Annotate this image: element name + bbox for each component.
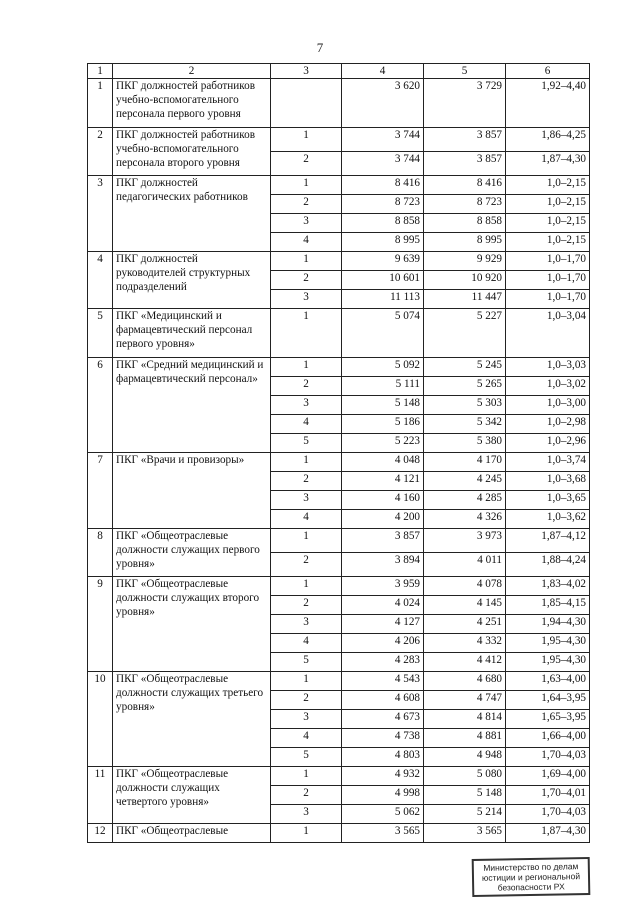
value-col5-cell: 5 265 [424,377,506,396]
stamp-line: юстиции и региональной [481,871,581,883]
value-col4-cell: 4 206 [342,634,424,653]
value-col5-cell: 4 170 [424,453,506,472]
group-number-cell: 11 [88,767,113,824]
qualification-level-cell: 4 [271,510,342,529]
value-col5-cell: 4 680 [424,672,506,691]
value-col5-cell: 4 326 [424,510,506,529]
value-col4-cell: 3 744 [342,152,424,176]
qualification-level-cell: 2 [271,553,342,577]
group-description-cell: ПКГ должностей работников учебно-вспомогательного персонала второго уровня [113,128,271,176]
coefficient-range-cell: 1,0–2,15 [506,233,590,252]
value-col5-cell: 9 929 [424,252,506,271]
group-number-cell: 7 [88,453,113,529]
table-row [88,309,590,358]
value-col4-cell: 5 223 [342,434,424,453]
coefficient-range-cell: 1,92–4,40 [506,79,590,128]
group-number-cell: 4 [88,252,113,309]
group-number-cell: 3 [88,176,113,252]
table-row [88,672,590,691]
column-header: 6 [506,64,590,79]
coefficient-range-cell: 1,70–4,01 [506,786,590,805]
qualification-level-cell: 5 [271,653,342,672]
value-col5-cell: 8 858 [424,214,506,233]
group-number-cell: 2 [88,128,113,176]
qualification-level-cell: 1 [271,309,342,358]
value-col5-cell: 5 080 [424,767,506,786]
qualification-level-cell: 1 [271,767,342,786]
table-row [88,79,590,128]
column-header: 1 [88,64,113,79]
value-col4-cell: 4 543 [342,672,424,691]
qualification-level-cell: 4 [271,415,342,434]
coefficient-range-cell: 1,87–4,12 [506,529,590,553]
group-number-cell: 9 [88,577,113,672]
coefficient-range-cell: 1,0–3,74 [506,453,590,472]
value-col5-cell: 5 214 [424,805,506,824]
coefficient-range-cell: 1,83–4,02 [506,577,590,596]
value-col4-cell: 3 565 [342,824,424,843]
group-description-cell: ПКГ должностей работников учебно-вспомогательного персонала первого уровня [113,79,271,128]
group-description-cell: ПКГ «Общеотраслевые должности служащих третьего уровня» [113,672,271,767]
qualification-level-cell: 3 [271,214,342,233]
value-col5-cell: 5 303 [424,396,506,415]
group-description-cell: ПКГ должностей педагогических работников [113,176,271,252]
value-col5-cell: 4 332 [424,634,506,653]
value-col4-cell: 4 998 [342,786,424,805]
qualification-level-cell: 3 [271,290,342,309]
value-col4-cell: 4 024 [342,596,424,615]
value-col4-cell: 4 608 [342,691,424,710]
qualification-level-cell: 4 [271,634,342,653]
group-description-cell: ПКГ «Общеотраслевые должности служащих первого уровня» [113,529,271,577]
table-row [88,128,590,152]
qualification-level-cell [271,79,342,128]
value-col5-cell: 3 857 [424,128,506,152]
group-number-cell: 8 [88,529,113,577]
coefficient-range-cell: 1,95–4,30 [506,634,590,653]
coefficient-range-cell: 1,70–4,03 [506,805,590,824]
coefficient-range-cell: 1,65–3,95 [506,710,590,729]
coefficient-range-cell: 1,95–4,30 [506,653,590,672]
value-col4-cell: 8 995 [342,233,424,252]
qualification-level-cell: 4 [271,233,342,252]
stamp-line: безопасности РХ [497,881,565,893]
coefficient-range-cell: 1,0–1,70 [506,271,590,290]
qualification-level-cell: 3 [271,710,342,729]
qualification-level-cell: 2 [271,271,342,290]
stamp-line: Министерство по делам [483,861,579,873]
value-col5-cell: 5 148 [424,786,506,805]
value-col4-cell: 4 160 [342,491,424,510]
coefficient-range-cell: 1,63–4,00 [506,672,590,691]
qualification-level-cell: 1 [271,128,342,152]
coefficient-range-cell: 1,0–3,02 [506,377,590,396]
coefficient-range-cell: 1,87–4,30 [506,152,590,176]
group-description-cell: ПКГ «Общеотраслевые должности служащих второго уровня» [113,577,271,672]
value-col4-cell: 4 121 [342,472,424,491]
coefficient-range-cell: 1,64–3,95 [506,691,590,710]
group-description-cell: ПКГ «Общеотраслевые [113,824,271,843]
value-col4-cell: 4 673 [342,710,424,729]
table-row [88,453,590,472]
group-number-cell: 10 [88,672,113,767]
value-col4-cell: 4 048 [342,453,424,472]
value-col5-cell: 3 857 [424,152,506,176]
value-col5-cell: 4 881 [424,729,506,748]
value-col5-cell: 4 814 [424,710,506,729]
group-description-cell: ПКГ «Общеотраслевые должности служащих четвертого уровня» [113,767,271,824]
value-col4-cell: 5 092 [342,358,424,377]
value-col5-cell: 10 920 [424,271,506,290]
table-row [88,358,590,377]
value-col5-cell: 4 145 [424,596,506,615]
value-col5-cell: 11 447 [424,290,506,309]
group-number-cell: 5 [88,309,113,358]
group-description-cell: ПКГ должностей руководителей структурных подразделений [113,252,271,309]
coefficient-range-cell: 1,0–2,96 [506,434,590,453]
coefficient-range-cell: 1,0–2,15 [506,176,590,195]
salary-groups-table [87,63,590,843]
group-description-cell: ПКГ «Средний медицинский и фармацевтический персонал» [113,358,271,453]
value-col4-cell: 5 062 [342,805,424,824]
value-col5-cell: 3 729 [424,79,506,128]
table-header-row [88,64,590,79]
coefficient-range-cell: 1,0–1,70 [506,252,590,271]
coefficient-range-cell: 1,0–3,04 [506,309,590,358]
value-col5-cell: 8 723 [424,195,506,214]
value-col5-cell: 4 011 [424,553,506,577]
value-col4-cell: 3 959 [342,577,424,596]
coefficient-range-cell: 1,0–2,15 [506,214,590,233]
qualification-level-cell: 1 [271,252,342,271]
value-col5-cell: 8 416 [424,176,506,195]
value-col5-cell: 4 412 [424,653,506,672]
coefficient-range-cell: 1,0–3,00 [506,396,590,415]
qualification-level-cell: 1 [271,358,342,377]
table-row [88,577,590,596]
qualification-level-cell: 2 [271,377,342,396]
value-col4-cell: 4 200 [342,510,424,529]
value-col4-cell: 4 127 [342,615,424,634]
value-col4-cell: 11 113 [342,290,424,309]
group-number-cell: 1 [88,79,113,128]
value-col4-cell: 8 858 [342,214,424,233]
qualification-level-cell: 3 [271,805,342,824]
value-col4-cell: 5 186 [342,415,424,434]
qualification-level-cell: 1 [271,176,342,195]
value-col5-cell: 4 747 [424,691,506,710]
qualification-level-cell: 2 [271,596,342,615]
value-col5-cell: 4 251 [424,615,506,634]
table-row [88,252,590,271]
coefficient-range-cell: 1,0–3,65 [506,491,590,510]
value-col4-cell: 3 620 [342,79,424,128]
qualification-level-cell: 2 [271,786,342,805]
value-col5-cell: 5 245 [424,358,506,377]
qualification-level-cell: 3 [271,615,342,634]
qualification-level-cell: 1 [271,453,342,472]
qualification-level-cell: 2 [271,691,342,710]
qualification-level-cell: 1 [271,577,342,596]
qualification-level-cell: 1 [271,672,342,691]
coefficient-range-cell: 1,0–3,03 [506,358,590,377]
value-col4-cell: 4 803 [342,748,424,767]
qualification-level-cell: 2 [271,152,342,176]
coefficient-range-cell: 1,85–4,15 [506,596,590,615]
coefficient-range-cell: 1,94–4,30 [506,615,590,634]
column-header: 2 [113,64,271,79]
column-header: 4 [342,64,424,79]
table-row [88,767,590,786]
value-col5-cell: 5 342 [424,415,506,434]
value-col5-cell: 4 078 [424,577,506,596]
value-col4-cell: 3 894 [342,553,424,577]
group-description-cell: ПКГ «Медицинский и фармацевтический персонал первого уровня» [113,309,271,358]
group-number-cell: 12 [88,824,113,843]
ministry-stamp [472,857,591,897]
coefficient-range-cell: 1,86–4,25 [506,128,590,152]
coefficient-range-cell: 1,0–3,62 [506,510,590,529]
page-number: 7 [316,40,324,55]
table-row [88,529,590,553]
value-col4-cell: 5 148 [342,396,424,415]
value-col4-cell: 3 857 [342,529,424,553]
value-col5-cell: 4 948 [424,748,506,767]
coefficient-range-cell: 1,0–2,98 [506,415,590,434]
value-col5-cell: 5 380 [424,434,506,453]
table-row [88,176,590,195]
value-col5-cell: 3 565 [424,824,506,843]
value-col4-cell: 4 283 [342,653,424,672]
value-col4-cell: 3 744 [342,128,424,152]
qualification-level-cell: 2 [271,195,342,214]
value-col4-cell: 5 074 [342,309,424,358]
qualification-level-cell: 1 [271,529,342,553]
coefficient-range-cell: 1,0–1,70 [506,290,590,309]
value-col4-cell: 8 723 [342,195,424,214]
value-col4-cell: 9 639 [342,252,424,271]
group-number-cell: 6 [88,358,113,453]
value-col4-cell: 5 111 [342,377,424,396]
qualification-level-cell: 1 [271,824,342,843]
qualification-level-cell: 5 [271,434,342,453]
value-col4-cell: 10 601 [342,271,424,290]
value-col4-cell: 8 416 [342,176,424,195]
qualification-level-cell: 5 [271,748,342,767]
value-col4-cell: 4 932 [342,767,424,786]
column-header: 3 [271,64,342,79]
coefficient-range-cell: 1,70–4,03 [506,748,590,767]
coefficient-range-cell: 1,87–4,30 [506,824,590,843]
coefficient-range-cell: 1,0–3,68 [506,472,590,491]
value-col5-cell: 5 227 [424,309,506,358]
coefficient-range-cell: 1,69–4,00 [506,767,590,786]
value-col5-cell: 3 973 [424,529,506,553]
group-description-cell: ПКГ «Врачи и провизоры» [113,453,271,529]
qualification-level-cell: 3 [271,396,342,415]
value-col4-cell: 4 738 [342,729,424,748]
value-col5-cell: 4 285 [424,491,506,510]
coefficient-range-cell: 1,66–4,00 [506,729,590,748]
value-col5-cell: 4 245 [424,472,506,491]
qualification-level-cell: 3 [271,491,342,510]
qualification-level-cell: 2 [271,472,342,491]
coefficient-range-cell: 1,0–2,15 [506,195,590,214]
value-col5-cell: 8 995 [424,233,506,252]
table-row [88,824,590,843]
column-header: 5 [424,64,506,79]
qualification-level-cell: 4 [271,729,342,748]
coefficient-range-cell: 1,88–4,24 [506,553,590,577]
